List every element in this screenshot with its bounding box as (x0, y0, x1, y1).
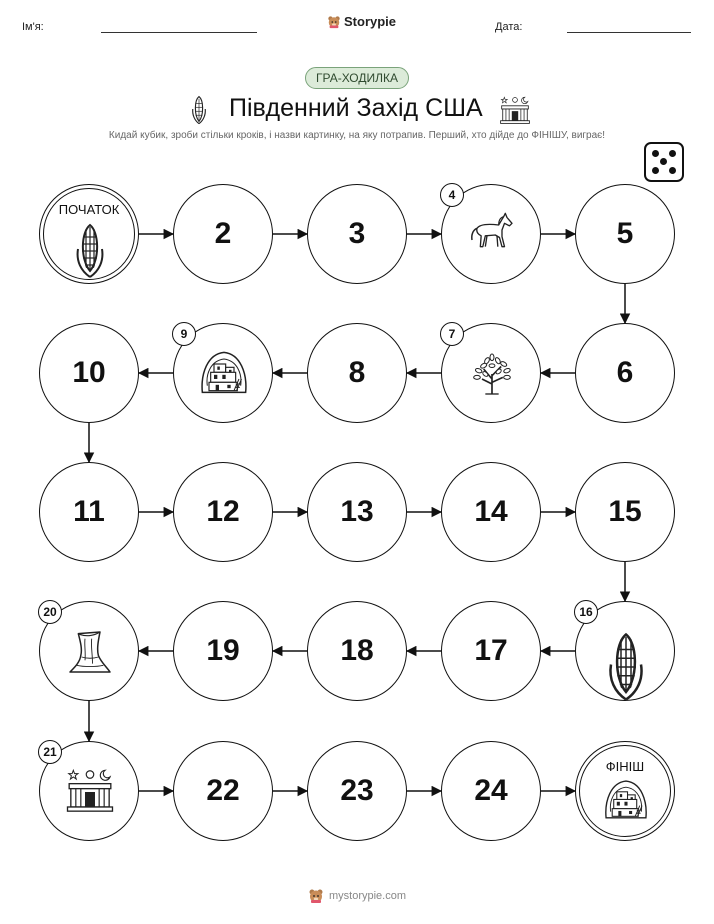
board-space-11 (39, 462, 139, 562)
board-space-20 (39, 601, 139, 701)
cliff-dwelling-icon (199, 349, 249, 399)
space-number: 17 (474, 634, 508, 667)
start-space (39, 184, 139, 284)
space-number: 6 (616, 356, 634, 389)
page-title: Південний Захід США (229, 94, 483, 122)
corn-icon (70, 219, 110, 265)
footer-url[interactable]: mystorypie.com (328, 890, 407, 902)
board-space-8 (307, 323, 407, 423)
space-number: 11 (73, 495, 105, 528)
board-space-6 (575, 323, 675, 423)
space-number: 10 (72, 356, 106, 389)
board-space-3 (307, 184, 407, 284)
space-number: 5 (616, 217, 634, 250)
space-number: 14 (474, 495, 508, 528)
space-number: 18 (340, 634, 374, 667)
board-space-18 (307, 601, 407, 701)
corn-icon (601, 627, 651, 677)
game-type-badge: ГРА-ХОДИЛКА (305, 67, 409, 89)
finish-space (575, 741, 675, 841)
board-space-4 (441, 184, 541, 284)
space-number: 3 (348, 217, 366, 250)
date-label: Дата: (495, 21, 523, 33)
footer (0, 888, 714, 904)
space-number-badge: 16 (574, 600, 598, 624)
space-number-badge: 9 (172, 322, 196, 346)
space-number: 15 (608, 495, 642, 528)
board-space-21 (39, 741, 139, 841)
space-number: 24 (474, 774, 508, 807)
board-space-19 (173, 601, 273, 701)
board-space-14 (441, 462, 541, 562)
space-number-badge: 21 (38, 740, 62, 764)
adobe-temple-icon (65, 767, 115, 817)
space-number-badge: 20 (38, 600, 62, 624)
board-space-5 (575, 184, 675, 284)
board-space-17 (441, 601, 541, 701)
board-space-22 (173, 741, 273, 841)
space-number: 2 (214, 217, 232, 250)
board-space-9 (173, 323, 273, 423)
board-space-23 (307, 741, 407, 841)
brand-name: Storypie (344, 14, 397, 29)
space-number: 12 (206, 495, 240, 528)
start-label: ПОЧАТОК (58, 202, 120, 217)
space-number-badge: 4 (440, 183, 464, 207)
space-number: 19 (206, 634, 240, 667)
tree-icon (467, 349, 517, 399)
space-number-badge: 7 (440, 322, 464, 346)
board-space-2 (173, 184, 273, 284)
instructions-text: Кидай кубик, зроби стільки кроків, і назви картинку, на яку потрапив. Перший, хто дійде до ФІНІШУ, виграє! (108, 130, 606, 141)
storypie-bear-icon (308, 888, 324, 904)
board-space-7 (441, 323, 541, 423)
horse-icon (467, 210, 517, 260)
board-space-12 (173, 462, 273, 562)
board-space-16 (575, 601, 675, 701)
space-number: 23 (340, 774, 374, 807)
cliff-dwelling-icon (603, 778, 649, 824)
rock-formation-icon (65, 627, 115, 677)
space-number: 13 (340, 495, 374, 528)
board-space-10 (39, 323, 139, 423)
name-label: Ім'я: (22, 21, 44, 33)
space-number: 8 (348, 356, 366, 389)
space-number: 22 (206, 774, 240, 807)
board-space-15 (575, 462, 675, 562)
board-space-13 (307, 462, 407, 562)
board-space-24 (441, 741, 541, 841)
finish-label: ФІНІШ (605, 759, 645, 774)
